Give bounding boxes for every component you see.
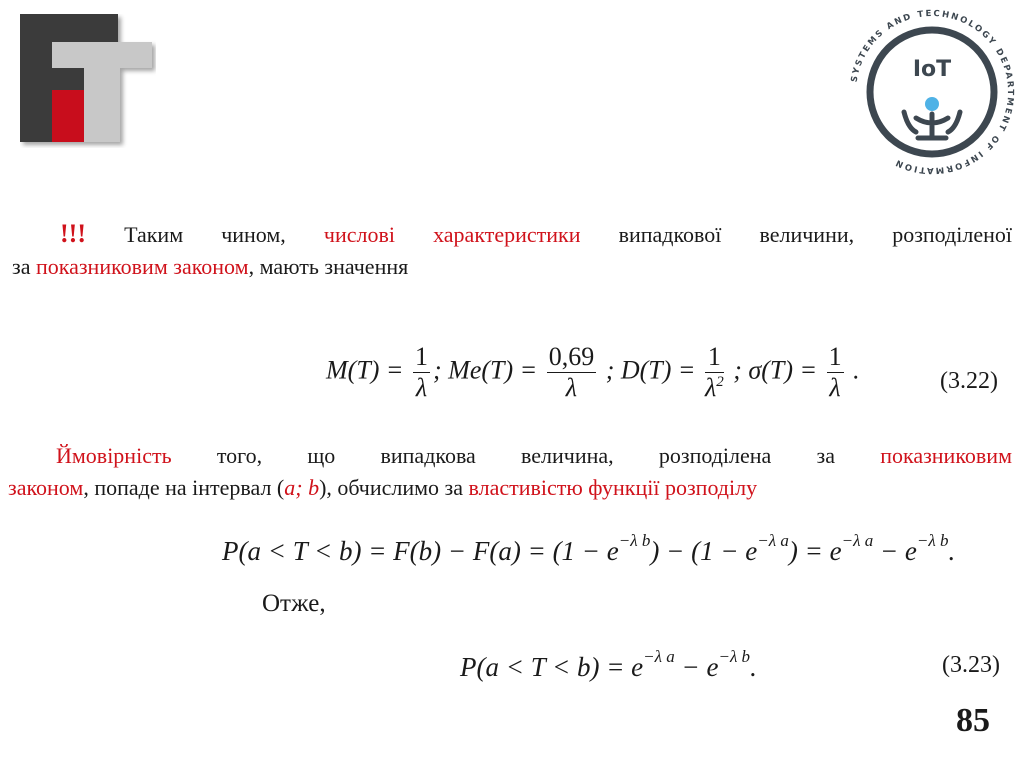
intro-paragraph: !!! Таким чином, числові характеристики випадкової величини, розподіленої за показниковим законом, мають значення xyxy=(12,219,1012,279)
logo-light-bar xyxy=(52,42,152,68)
highlight-exponential: показниковим xyxy=(880,443,1012,468)
logo-light-stem xyxy=(84,68,120,142)
emblem-figure-icon xyxy=(904,112,960,138)
interval-a-b: a; b xyxy=(284,475,320,500)
formula-probability-interval: $P(a < T < b) = F(b) - F(a) = (1 - e^{-\lambda b}) - (1 - e^{-\lambda a}) = e^{-\lambda a} - e^{-\lambda b}$. xyxy=(222,531,956,566)
highlight-distribution-function-property: властивістю функції розподілу xyxy=(468,475,758,500)
probability-paragraph: Ймовірність того, що випадкова величина, розподілена за показниковим законом, попаде на інтервал (a; b), обчислимо за властивістю функції розподілу xyxy=(8,443,1012,500)
highlight-law: законом xyxy=(8,475,84,500)
formula-3-22: M(T) = $\frac{1}{\lambda}$ ; Me(T) = $\frac{0,69}{\lambda}$ ; D(T) = $\frac{1}{\lambda^2}$ ; σ(T) = $\frac{1}{\lambda}$ . xyxy=(326,342,860,402)
svg-text:SYSTEMS AND TECHNOLOGY DEPARTM: SYSTEMS AND TECHNOLOGY DEPARTMENT OF INFORMATION xyxy=(849,8,1016,176)
svg-text:IoT: IoT xyxy=(912,57,952,82)
exclamation-mark: !!! xyxy=(60,219,86,248)
therefore-label: Отже, xyxy=(262,590,326,617)
highlight-probability: Ймовірність xyxy=(56,443,172,468)
equation-number-3-22: (3.22) xyxy=(940,368,998,394)
logo-red-block xyxy=(52,90,84,142)
iot-department-emblem xyxy=(846,6,1018,178)
highlight-exponential-law: показниковим законом xyxy=(35,254,249,279)
emblem-dot xyxy=(925,97,939,111)
formula-3-23: $P(a < T < b) = e^{-\lambda a} - e^{-\lambda b}$. xyxy=(460,647,757,682)
fit-logo xyxy=(20,14,156,148)
highlight-numerical-characteristics: числові характеристики xyxy=(323,222,581,247)
equation-number-3-23: (3.23) xyxy=(942,652,1000,678)
page-number: 85 xyxy=(956,702,990,739)
